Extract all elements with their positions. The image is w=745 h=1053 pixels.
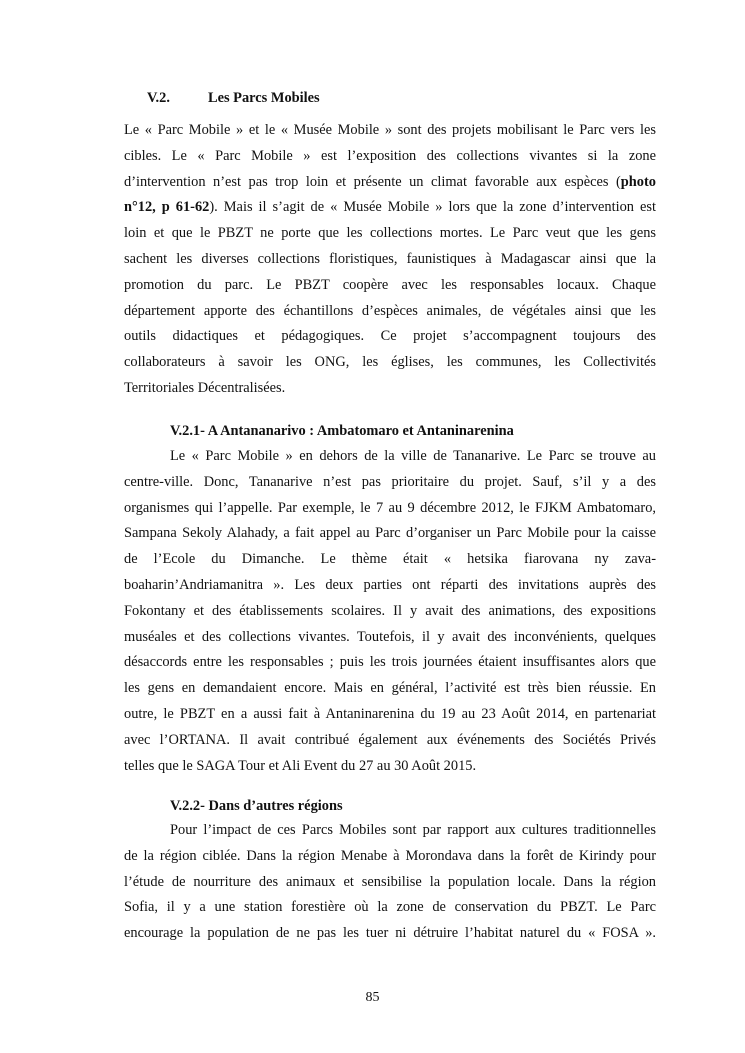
- text-line: [124, 599, 656, 625]
- text-line: [124, 247, 656, 273]
- text-line: [124, 818, 656, 844]
- text-line: [124, 299, 656, 325]
- text-segment: Pour l’impact de ces Parcs Mobiles sont par rapport aux cultures traditionnelles: [170, 822, 656, 838]
- text-segment: d’intervention n’est pas trop loin et présente un climat favorable aux espèces (: [124, 173, 621, 190]
- paragraph-3: [124, 818, 656, 947]
- text-line: [124, 444, 656, 470]
- paragraph-1: [124, 118, 656, 402]
- text-line: [124, 921, 656, 947]
- text-line: [124, 144, 656, 170]
- text-line: [124, 350, 656, 376]
- text-line: [124, 870, 656, 896]
- text-line: [124, 376, 656, 402]
- text-segment: organismes qui l’appelle. Par exemple, le 7 au 9 décembre 2012, le FJKM Ambatomaro,: [124, 499, 656, 516]
- text-line: [124, 118, 656, 144]
- section-title: Les Parcs Mobiles: [208, 90, 320, 106]
- text-line: [124, 221, 656, 247]
- text-line: [124, 895, 656, 921]
- text-line: [124, 650, 656, 676]
- text-segment: Le « Parc Mobile » et le « Musée Mobile » sont des projets mobilisant le Parc vers les: [124, 122, 656, 138]
- subsection-title-v21: V.2.1- A Antananarivo : Ambatomaro et Antaninarenina: [170, 423, 514, 439]
- bold-text: photo: [620, 173, 656, 190]
- text-segment: collaborateurs à savoir les ONG, les églises, les communes, les Collectivités: [124, 354, 656, 371]
- paragraph-2: [124, 444, 656, 779]
- section-number: V.2.: [147, 90, 170, 106]
- text-segment: Sampana Sekoly Alahady, a fait appel au Parc d’organiser un Parc Mobile pour la caisse: [124, 525, 656, 542]
- text-line: [124, 702, 656, 728]
- text-line: [124, 728, 656, 754]
- text-segment: telles que le SAGA Tour et Ali Event du 27 au 30 Août 2015.: [124, 757, 477, 774]
- text-segment: promotion du parc. Le PBZT coopère avec les responsables locaux. Chaque: [124, 276, 656, 293]
- text-line: [124, 324, 656, 350]
- text-line: [124, 573, 656, 599]
- text-segment: encourage la population de ne pas les tuer ni détruire l’habitat naturel du « FOSA ».: [124, 925, 656, 942]
- text-segment: département apporte des échantillons d’espèces animales, de végétales ainsi que les: [124, 302, 656, 319]
- text-segment: sachent les diverses collections floristiques, faunistiques à Madagascar ainsi que la: [124, 250, 656, 267]
- text-line: [124, 195, 656, 221]
- text-segment: Territoriales Décentralisées.: [124, 379, 286, 396]
- text-line: [124, 496, 656, 522]
- text-line: [124, 470, 656, 496]
- text-line: [124, 676, 656, 702]
- text-line: [124, 625, 656, 651]
- text-line: [124, 521, 656, 547]
- text-segment: de la région ciblée. Dans la région Menabe à Morondava dans la forêt de Kirindy pour: [124, 847, 656, 864]
- page-number: 85: [365, 990, 380, 1005]
- text-segment: Sofia, il y a une station forestière où la zone de conservation du PBZT. Le Parc: [124, 899, 656, 916]
- text-segment: Le « Parc Mobile » en dehors de la ville de Tananarive. Le Parc se trouve au: [170, 448, 656, 464]
- text-segment: l’étude de nourriture des animaux et sensibilise la population locale. Dans la région: [124, 873, 656, 890]
- text-line: [124, 170, 656, 196]
- text-segment: avec l’ORTANA. Il avait contribué également aux événements des Sociétés Privés: [124, 731, 656, 748]
- subsection-title-v22: V.2.2- Dans d’autres régions: [170, 798, 343, 814]
- text-segment: boaharin’Andriamanitra ». Les deux parties ont réparti des invitations auprès des: [124, 576, 656, 593]
- bold-text: n°12, p 61-62: [124, 199, 210, 216]
- text-segment: Fokontany et des établissements scolaires. Il y avait des animations, des expositions: [124, 602, 656, 619]
- text-line: [124, 273, 656, 299]
- text-segment: muséales et des collections vivantes. Toutefois, il y avait des inconvénients, quelques: [124, 628, 656, 645]
- text-segment: loin et que le PBZT ne porte que les collections mortes. Le Parc veut que les gens: [124, 225, 656, 242]
- text-segment: les gens en demandaient encore. Mais en général, l’activité est très bien réussie. En: [124, 680, 656, 697]
- text-segment: cibles. Le « Parc Mobile » est l’exposition des collections vivantes si la zone: [124, 147, 656, 164]
- text-segment: ). Mais il s’agit de « Musée Mobile » lors que la zone d’intervention est: [209, 199, 656, 216]
- text-segment: de l’Ecole du Dimanche. Le thème était « hetsika fiarovana ny zava-: [124, 551, 656, 568]
- text-segment: outils didactiques et pédagogiques. Ce projet s’accompagnent toujours des: [124, 328, 656, 345]
- text-segment: centre-ville. Donc, Tananarive n’est pas prioritaire du projet. Sauf, s’il y a des: [124, 473, 656, 490]
- text-segment: désaccords entre les responsables ; puis les trois journées étaient insuffisantes alors que: [124, 654, 656, 671]
- text-line: [124, 844, 656, 870]
- text-line: [124, 547, 656, 573]
- text-segment: outre, le PBZT en a aussi fait à Antaninarenina du 19 au 23 Août 2014, en partenariat: [124, 705, 656, 722]
- text-line: [124, 754, 656, 780]
